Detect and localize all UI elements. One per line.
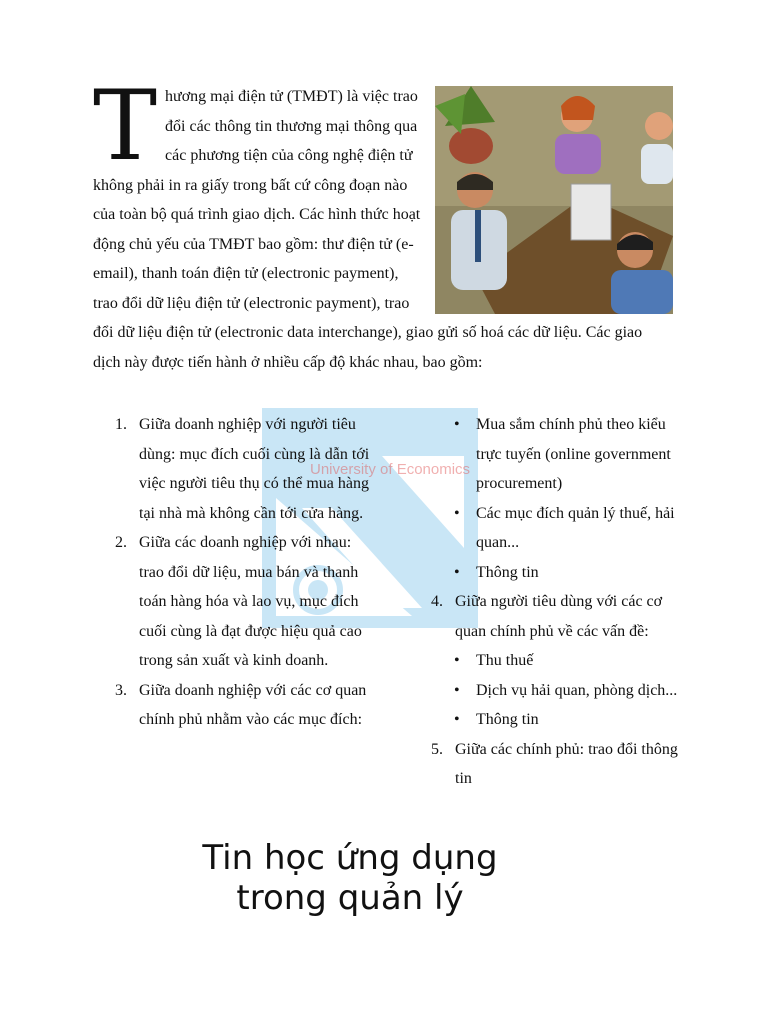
numbered-list-right xyxy=(426,410,686,794)
bullet-item xyxy=(426,705,686,735)
bullet-item xyxy=(426,646,686,676)
list-item-text: Giữa các doanh nghiệp với nhau: trao đổi dữ liệu, mua bán và thanh toán hàng hóa và lao vụ, mục đích cuối cùng là đạt được hiệu quả cao trong sản xuất và kinh doanh. xyxy=(139,534,362,669)
bullet-glyph: • xyxy=(454,563,460,581)
bullet-text: Thông tin xyxy=(476,563,539,581)
watermark-text: University of Economics xyxy=(310,461,471,478)
bullet-text: Thu thuế xyxy=(476,652,534,669)
bullet-item xyxy=(426,676,686,706)
list-number: 1. xyxy=(115,416,127,433)
list-item xyxy=(110,528,380,676)
list-number: 4. xyxy=(431,593,443,610)
list-item-text: Giữa người tiêu dùng với các cơ quan chính phủ về các vấn đề: xyxy=(455,593,663,640)
footer-title-line1: Tin học ứng dụng xyxy=(202,838,498,878)
bullet-item xyxy=(426,410,686,499)
list-item-text: Giữa doanh nghiệp với người tiêu dùng: mục đích cuối cùng là dẫn tới việc người tiêu thụ có thể mua hàng tại nhà mà không cần tới cửa hàng. xyxy=(139,416,370,522)
list-item-text: Giữa các chính phủ: trao đổi thông tin xyxy=(455,740,678,787)
footer-title xyxy=(140,838,560,918)
footer-title-line2: trong quản lý xyxy=(236,878,464,918)
numbered-list-left xyxy=(110,410,380,735)
bullet-text: Mua sắm chính phủ theo kiểu trực tuyến (online government procurement) xyxy=(476,416,671,492)
bullet-item xyxy=(426,499,686,558)
list-item-text: Giữa doanh nghiệp với các cơ quan chính phủ nhằm vào các mục đích: xyxy=(139,681,367,728)
intro-paragraph: hương mại điện tử (TMĐT) là việc trao đổi các thông tin thương mại thông qua các phương tiện của công nghệ điện tử không phải in ra giấy trong bất cứ công đoạn nào của toàn bộ quá trình giao dịch. Các hình thức hoạt động chủ yếu của TMĐT bao gồm: thư điện tử (e-email), thanh toán điện tử (electronic payment), trao đổi dữ liệu điện tử (electronic payment), trao đổi dữ liệu điện tử (electronic data interchange), giao gửi số hoá các dữ liệu. Các giao dịch này được tiến hành ở nhiều cấp độ khác nhau, bao gồm: xyxy=(93,88,643,371)
bullet-text: Dịch vụ hải quan, phòng dịch... xyxy=(476,681,678,699)
list-number: 5. xyxy=(431,740,443,758)
list-number: 2. xyxy=(115,534,127,551)
business-meeting-clipart xyxy=(435,86,673,314)
bullet-glyph: • xyxy=(454,652,460,669)
bullet-glyph: • xyxy=(454,504,460,522)
list-item xyxy=(426,587,686,646)
bullet-item xyxy=(426,558,686,588)
intro-section xyxy=(93,70,673,377)
bullet-glyph: • xyxy=(454,681,460,699)
list-item xyxy=(110,676,380,735)
bullet-text: Thông tin xyxy=(476,711,539,728)
list-item xyxy=(426,735,686,794)
bullet-text: Các mục đích quản lý thuế, hải quan... xyxy=(476,504,675,551)
drop-cap-letter: T xyxy=(93,70,158,182)
list-item xyxy=(110,410,380,528)
bullet-glyph: • xyxy=(454,416,460,433)
list-number: 3. xyxy=(115,681,127,699)
bullet-glyph: • xyxy=(454,711,460,728)
